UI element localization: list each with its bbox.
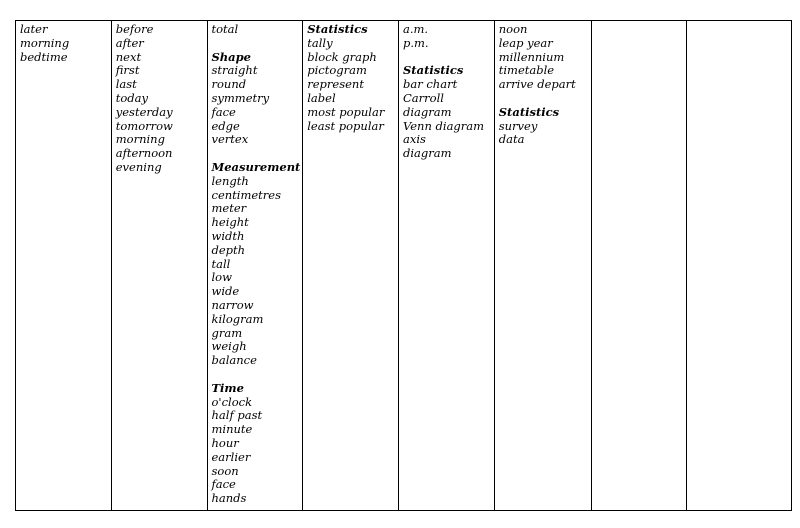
- vocabulary-word: round: [211, 77, 247, 92]
- vocabulary-word: kilogram: [211, 311, 264, 326]
- vocabulary-word: block graph: [307, 49, 377, 64]
- vocabulary-word: hands: [211, 491, 247, 506]
- vocabulary-word: noon: [498, 22, 528, 36]
- vocabulary-word: millennium: [498, 49, 565, 64]
- vocabulary-word: pictogram: [307, 63, 367, 78]
- vocabulary-word: tomorrow: [115, 118, 173, 133]
- table-column: [112, 21, 208, 510]
- vocabulary-table: [15, 20, 792, 511]
- vocabulary-word: diagram: [403, 104, 452, 119]
- vocabulary-word: yesterday: [115, 104, 173, 119]
- vocabulary-word: balance: [211, 353, 257, 368]
- table-column: [303, 21, 399, 510]
- block-spacer: [499, 92, 591, 106]
- vocabulary-word: later: [20, 22, 48, 36]
- vocabulary-word: earlier: [211, 449, 251, 464]
- block-spacer: [212, 147, 303, 161]
- vocabulary-word: afternoon: [115, 146, 173, 161]
- vocabulary-word: represent: [307, 77, 364, 92]
- section-heading: Statistics: [498, 104, 560, 119]
- vocabulary-word: bar chart: [403, 77, 458, 92]
- vocabulary-word: bedtime: [20, 49, 68, 64]
- vocabulary-word: most popular: [307, 104, 385, 119]
- vocabulary-word: before: [115, 22, 154, 36]
- vocabulary-word: next: [115, 49, 142, 64]
- vocabulary-word: face: [211, 104, 236, 119]
- vocabulary-word: narrow: [211, 297, 254, 312]
- vocabulary-word: leap year: [498, 35, 553, 50]
- vocabulary-word: today: [115, 90, 149, 105]
- section-heading: Time: [211, 380, 244, 395]
- vocabulary-word: low: [211, 270, 232, 285]
- vocabulary-word: edge: [211, 118, 240, 133]
- table-column: [399, 21, 495, 510]
- vocabulary-word: height: [211, 215, 249, 230]
- vocabulary-word: timetable: [498, 63, 555, 78]
- vocabulary-word: depth: [211, 242, 246, 257]
- vocabulary-word: p.m.: [403, 35, 429, 50]
- vocabulary-word: gram: [211, 325, 243, 340]
- vocabulary-word: hour: [211, 435, 239, 450]
- vocabulary-word: survey: [498, 118, 538, 133]
- vocabulary-word: minute: [211, 422, 253, 437]
- vocabulary-word: straight: [211, 63, 258, 78]
- vocabulary-word: face: [211, 477, 236, 492]
- section-heading: Shape: [211, 49, 251, 64]
- vocabulary-word: Carroll: [403, 90, 444, 105]
- vocabulary-word: soon: [211, 463, 239, 478]
- table-column: [592, 21, 688, 510]
- vocabulary-word: total: [211, 22, 239, 36]
- vocabulary-word: least popular: [307, 118, 384, 133]
- vocabulary-word: arrive depart: [498, 77, 576, 92]
- vocabulary-word: symmetry: [211, 90, 270, 105]
- vocabulary-word: diagram: [403, 146, 452, 161]
- table-column: [208, 21, 304, 510]
- vocabulary-word: length: [211, 173, 249, 188]
- vocabulary-word: Venn diagram: [403, 118, 485, 133]
- vocabulary-word: weigh: [211, 339, 247, 354]
- block-spacer: [403, 51, 494, 65]
- vocabulary-word: first: [115, 63, 140, 78]
- vocabulary-word: label: [307, 90, 336, 105]
- section-heading: Measurement: [211, 159, 301, 174]
- vocabulary-word: o'clock: [211, 394, 253, 409]
- section-heading: Statistics: [307, 22, 368, 36]
- table-column: [16, 21, 112, 510]
- vocabulary-word: data: [498, 132, 525, 147]
- vocabulary-word: a.m.: [403, 22, 429, 36]
- vocabulary-word: axis: [403, 132, 426, 147]
- vocabulary-word: half past: [211, 408, 263, 423]
- vocabulary-word: width: [211, 228, 245, 243]
- vocabulary-word: tall: [211, 256, 231, 271]
- vocabulary-word: centimetres: [211, 187, 281, 202]
- vocabulary-word: vertex: [211, 132, 249, 147]
- vocabulary-word: wide: [211, 284, 240, 299]
- block-spacer: [212, 37, 303, 51]
- vocabulary-word: morning: [20, 35, 70, 50]
- table-column: [687, 21, 791, 510]
- section-heading: Statistics: [403, 63, 464, 78]
- vocabulary-word: morning: [115, 132, 165, 147]
- table-column: [495, 21, 592, 510]
- vocabulary-word: meter: [211, 201, 247, 216]
- vocabulary-word: tally: [307, 35, 333, 50]
- vocabulary-word: after: [115, 35, 144, 50]
- vocabulary-word: evening: [115, 159, 162, 174]
- vocabulary-word: last: [115, 77, 137, 92]
- block-spacer: [212, 368, 303, 382]
